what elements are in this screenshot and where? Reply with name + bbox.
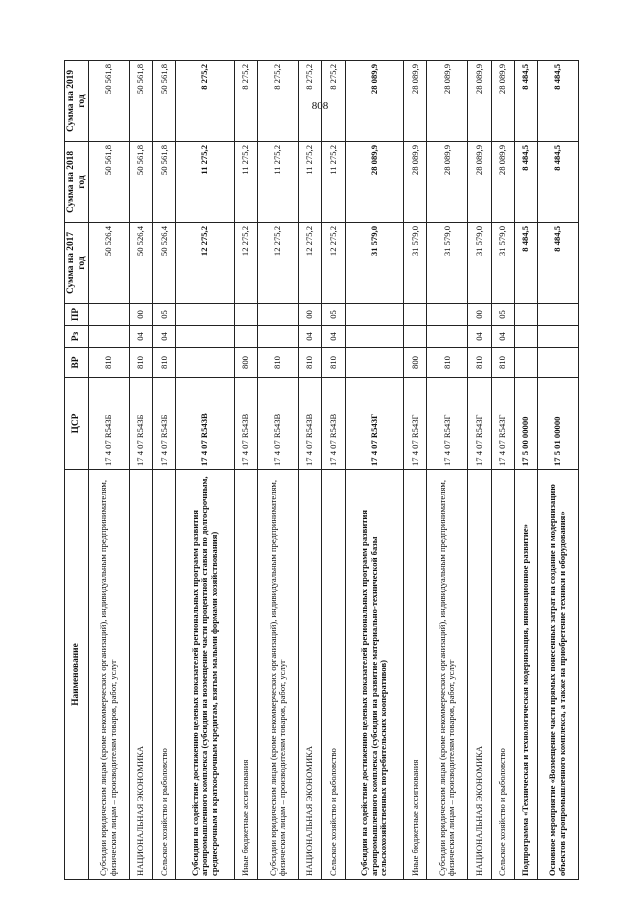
header-sum-2018: Сумма на 2018 год (65, 142, 89, 223)
cell-sum-2019: 28 089,9 (427, 61, 468, 142)
cell-sum-2019: 8 275,2 (176, 61, 235, 142)
cell-rz (235, 326, 258, 348)
cell-csr: 17 4 07 R543Г (345, 378, 404, 470)
cell-csr: 17 4 07 R543Б (153, 378, 176, 470)
cell-pr (176, 304, 235, 326)
table-row (129, 61, 152, 880)
cell-sum-2017: 31 579,0 (345, 223, 404, 304)
cell-sum-2019: 8 275,2 (322, 61, 345, 142)
cell-rz (427, 326, 468, 348)
cell-sum-2018: 28 089,9 (427, 142, 468, 223)
cell-csr: 17 4 07 R543Б (89, 378, 130, 470)
cell-pr (258, 304, 299, 326)
header-csr: ЦСР (65, 378, 89, 470)
cell-pr: 00 (468, 304, 491, 326)
table-row (345, 61, 404, 880)
cell-sum-2017: 8 484,5 (538, 223, 579, 304)
cell-name: НАЦИОНАЛЬНАЯ ЭКОНОМИКА (468, 470, 491, 880)
cell-csr: 17 4 07 R543В (322, 378, 345, 470)
cell-sum-2017: 50 526,4 (129, 223, 152, 304)
cell-sum-2018: 50 561,8 (153, 142, 176, 223)
cell-vr: 810 (322, 348, 345, 378)
cell-vr (538, 348, 579, 378)
cell-pr: 05 (153, 304, 176, 326)
cell-name: Иные бюджетные ассигнования (404, 470, 427, 880)
cell-rz: 04 (322, 326, 345, 348)
cell-sum-2018: 50 561,8 (129, 142, 152, 223)
cell-vr (176, 348, 235, 378)
cell-name: Сельское хозяйство и рыболовство (322, 470, 345, 880)
cell-vr: 810 (258, 348, 299, 378)
cell-csr: 17 4 07 R543В (235, 378, 258, 470)
cell-sum-2019: 50 561,8 (89, 61, 130, 142)
cell-vr: 800 (404, 348, 427, 378)
table-row (322, 61, 345, 880)
cell-vr (514, 348, 537, 378)
cell-name: НАЦИОНАЛЬНАЯ ЭКОНОМИКА (299, 470, 322, 880)
cell-csr: 17 5 01 00000 (538, 378, 579, 470)
cell-csr: 17 4 07 R543В (176, 378, 235, 470)
cell-pr (514, 304, 537, 326)
cell-rz: 04 (153, 326, 176, 348)
cell-name: НАЦИОНАЛЬНАЯ ЭКОНОМИКА (129, 470, 152, 880)
cell-csr: 17 4 07 R543Б (129, 378, 152, 470)
cell-sum-2019: 28 089,9 (491, 61, 514, 142)
cell-sum-2018: 8 484,5 (538, 142, 579, 223)
cell-rz: 04 (299, 326, 322, 348)
cell-sum-2017: 12 275,2 (322, 223, 345, 304)
cell-sum-2019: 28 089,9 (404, 61, 427, 142)
table-row (468, 61, 491, 880)
cell-rz (514, 326, 537, 348)
cell-sum-2019: 8 275,2 (299, 61, 322, 142)
cell-pr (235, 304, 258, 326)
cell-vr: 810 (427, 348, 468, 378)
cell-sum-2017: 31 579,0 (468, 223, 491, 304)
cell-csr: 17 4 07 R543Г (427, 378, 468, 470)
cell-rz (345, 326, 404, 348)
cell-sum-2019: 28 089,9 (345, 61, 404, 142)
cell-name: Субсидии на содействие достижению целевых показателей региональных программ развития агропромышленного комплекса (субсидии на возмещение части процентной ставки по долгосрочным, среднесрочным и краткосрочным кредитам, взятым малыми формами хозяйствования) (176, 470, 235, 880)
cell-csr: 17 4 07 R543Г (491, 378, 514, 470)
cell-pr (89, 304, 130, 326)
cell-name: Субсидии юридическим лицам (кроме некоммерческих организаций), индивидуальным предпринимателям, физическим лицам – производителям товаров, работ, услуг (427, 470, 468, 880)
cell-sum-2017: 12 275,2 (235, 223, 258, 304)
cell-name: Основное мероприятие «Возмещение части прямых понесенных затрат на создание и модернизацию объектов агропромышленного комплекса, а также на приобретение техники и оборудования» (538, 470, 579, 880)
table-body (89, 61, 579, 880)
cell-pr (345, 304, 404, 326)
header-vr: ВР (65, 348, 89, 378)
cell-vr: 810 (468, 348, 491, 378)
cell-sum-2018: 28 089,9 (404, 142, 427, 223)
cell-sum-2018: 11 275,2 (235, 142, 258, 223)
cell-sum-2018: 8 484,5 (514, 142, 537, 223)
cell-sum-2018: 28 089,9 (345, 142, 404, 223)
cell-vr: 810 (89, 348, 130, 378)
cell-sum-2017: 31 579,0 (427, 223, 468, 304)
cell-name: Иные бюджетные ассигнования (235, 470, 258, 880)
cell-csr: 17 4 07 R543В (299, 378, 322, 470)
cell-pr: 05 (491, 304, 514, 326)
cell-sum-2019: 8 275,2 (258, 61, 299, 142)
cell-sum-2018: 11 275,2 (258, 142, 299, 223)
cell-vr (345, 348, 404, 378)
cell-csr: 17 4 07 R543Г (468, 378, 491, 470)
table-row (89, 61, 130, 880)
cell-pr (538, 304, 579, 326)
cell-name: Подпрограмма «Техническая и технологическая модернизация, инновационное развитие» (514, 470, 537, 880)
budget-table (64, 60, 579, 880)
header-pr: ПР (65, 304, 89, 326)
cell-sum-2019: 50 561,8 (153, 61, 176, 142)
cell-csr: 17 4 07 R543В (258, 378, 299, 470)
cell-sum-2019: 8 275,2 (235, 61, 258, 142)
cell-name: Сельское хозяйство и рыболовство (491, 470, 514, 880)
cell-sum-2018: 50 561,8 (89, 142, 130, 223)
cell-name: Сельское хозяйство и рыболовство (153, 470, 176, 880)
cell-rz (538, 326, 579, 348)
cell-rz: 04 (468, 326, 491, 348)
cell-sum-2018: 11 275,2 (176, 142, 235, 223)
cell-sum-2017: 12 275,2 (299, 223, 322, 304)
cell-pr (427, 304, 468, 326)
cell-rz: 04 (129, 326, 152, 348)
cell-sum-2017: 31 579,0 (491, 223, 514, 304)
cell-rz (89, 326, 130, 348)
cell-sum-2019: 8 484,5 (538, 61, 579, 142)
cell-name: Субсидии на содействие достижению целевых показателей региональных программ развития агропромышленного комплекса (субсидии на развитие материально-технической базы сельскохозяйственных потребительских кооперативов) (345, 470, 404, 880)
cell-sum-2019: 8 484,5 (514, 61, 537, 142)
cell-sum-2018: 11 275,2 (322, 142, 345, 223)
cell-vr: 810 (129, 348, 152, 378)
cell-rz (258, 326, 299, 348)
cell-sum-2017: 12 275,2 (176, 223, 235, 304)
cell-vr: 810 (153, 348, 176, 378)
table-row (538, 61, 579, 880)
cell-rz (176, 326, 235, 348)
table-row (427, 61, 468, 880)
cell-sum-2018: 28 089,9 (468, 142, 491, 223)
cell-sum-2018: 28 089,9 (491, 142, 514, 223)
rotated-table-container (64, 60, 579, 880)
cell-csr: 17 4 07 R543Г (404, 378, 427, 470)
cell-sum-2017: 50 526,4 (89, 223, 130, 304)
page-number: 808 (311, 100, 329, 112)
cell-sum-2019: 28 089,9 (468, 61, 491, 142)
table-row (235, 61, 258, 880)
cell-vr: 810 (491, 348, 514, 378)
table-header-row (65, 61, 89, 880)
cell-pr: 00 (299, 304, 322, 326)
header-rz: Рз (65, 326, 89, 348)
header-sum-2019: Сумма на 2019 год (65, 61, 89, 142)
cell-rz: 04 (491, 326, 514, 348)
table-row (153, 61, 176, 880)
cell-sum-2017: 12 275,2 (258, 223, 299, 304)
table-row (299, 61, 322, 880)
table-row (514, 61, 537, 880)
cell-csr: 17 5 00 00000 (514, 378, 537, 470)
cell-sum-2017: 8 484,5 (514, 223, 537, 304)
header-sum-2017: Сумма на 2017 год (65, 223, 89, 304)
cell-pr (404, 304, 427, 326)
cell-sum-2017: 50 526,4 (153, 223, 176, 304)
table-row (176, 61, 235, 880)
cell-vr: 810 (299, 348, 322, 378)
cell-name: Субсидии юридическим лицам (кроме некоммерческих организаций), индивидуальным предпринимателям, физическим лицам – производителям товаров, работ, услуг (258, 470, 299, 880)
table-row (491, 61, 514, 880)
cell-name: Субсидии юридическим лицам (кроме некоммерческих организаций), индивидуальным предпринимателям, физическим лицам – производителям товаров, работ, услуг (89, 470, 130, 880)
header-name: Наименование (65, 470, 89, 880)
table-row (258, 61, 299, 880)
cell-sum-2019: 50 561,8 (129, 61, 152, 142)
cell-rz (404, 326, 427, 348)
table-row (404, 61, 427, 880)
cell-pr: 05 (322, 304, 345, 326)
cell-vr: 800 (235, 348, 258, 378)
cell-sum-2018: 11 275,2 (299, 142, 322, 223)
cell-pr: 00 (129, 304, 152, 326)
cell-sum-2017: 31 579,0 (404, 223, 427, 304)
